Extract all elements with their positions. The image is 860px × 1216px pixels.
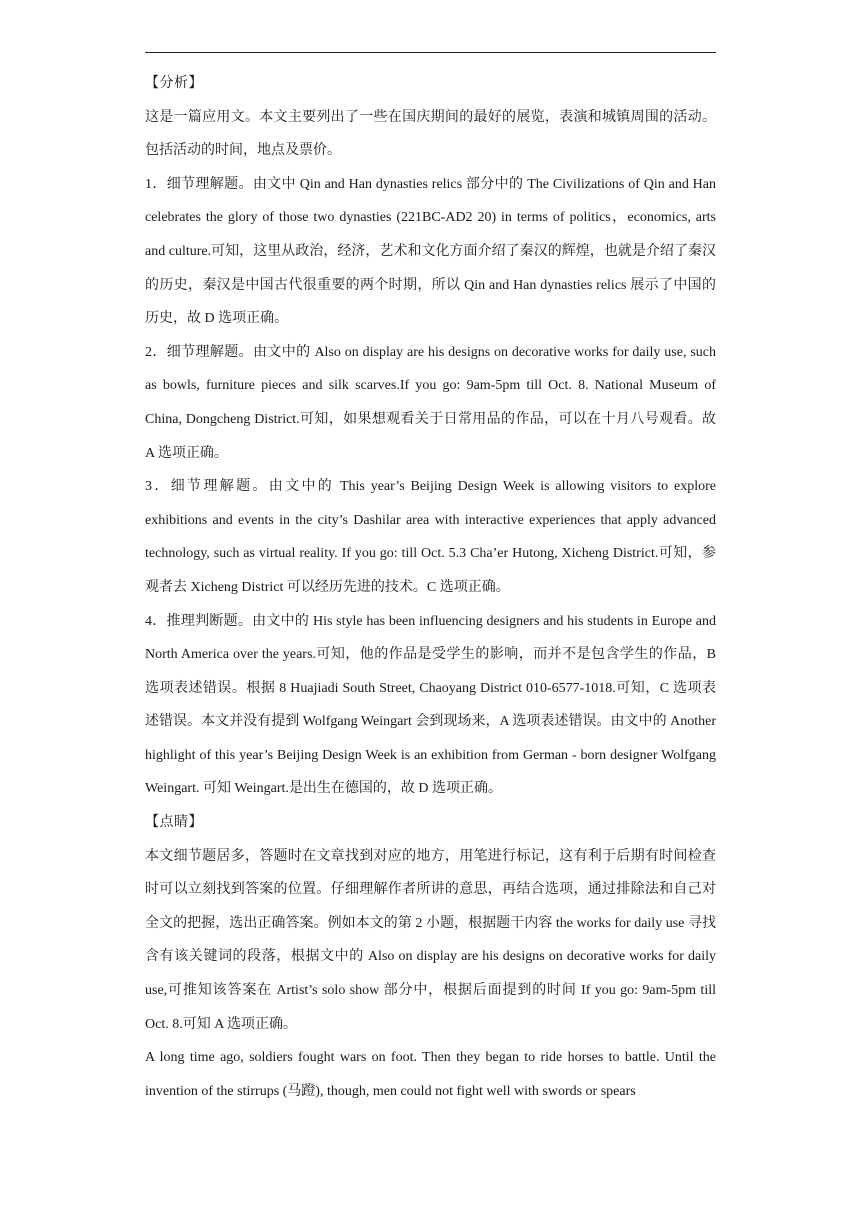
question-3-explanation: 3．细节理解题。由文中的 This year’s Beijing Design Week is allowing visitors to explore exhibitions and events in the city’s Dashilar area with interactive experiences that apply advanced technology, such as virtual reality. If you go: till Oct. 5.3 Cha’er Hutong, Xicheng District.可知，参观者去 Xicheng District 可以经历先进的技术。C 选项正确。	[145, 479, 716, 595]
comment-heading: 【点睛】	[145, 815, 203, 831]
question-1-explanation: 1．细节理解题。由文中 Qin and Han dynasties relics 部分中的 The Civilizations of Qin and Han celebrates the glory of those two dynasties (221BC-AD2 20) in terms of politics，economics, arts and culture.可知，这里从政治，经济，艺术和文化方面介绍了秦汉的辉煌，也就是介绍了秦汉的历史，秦汉是中国古代很重要的两个时期，所以 Qin and Han dynasties relics 展示了中国的历史，故 D 选项正确。	[145, 176, 716, 327]
header-rule	[145, 52, 716, 53]
next-passage-start: A long time ago, soldiers fought wars on foot. Then they began to ride horses to battle. Until the invention of the stirrups (马蹬), though, men could not fight well with swords or spears	[145, 1050, 716, 1099]
document-body	[145, 67, 716, 1108]
analysis-intro: 这是一篇应用文。本文主要列出了一些在国庆期间的最好的展览，表演和城镇周围的活动。包括活动的时间，地点及票价。	[145, 109, 716, 159]
comment-body: 本文细节题居多，答题时在文章找到对应的地方，用笔进行标记，这有利于后期有时间检查时可以立刻找到答案的位置。仔细理解作者所讲的意思，再结合选项，通过排除法和自己对全文的把握，选出正确答案。例如本文的第 2 小题，根据题干内容 the works for daily use 寻找含有该关键词的段落，根据文中的 Also on display are his designs on decorative works for daily use,可推知该答案在 Artist’s solo show 部分中，根据后面提到的时间 If you go: 9am-5pm till Oct. 8.可知 A 选项正确。	[145, 848, 716, 1032]
question-4-explanation: 4．推理判断题。由文中的 His style has been influencing designers and his students in Europe and North America over the years.可知，他的作品是受学生的影响，而并不是包含学生的作品，B 选项表述错误。根据 8 Huajiadi South Street, Chaoyang District 010-6577-1018.可知，C 选项表述错误。本文并没有提到 Wolfgang Weingart 会到现场来，A 选项表述错误。由文中的 Another highlight of this year’s Beijing Design Week is an exhibition from German - born designer Wolfgang Weingart. 可知 Weingart.是出生在德国的，故 D 选项正确。	[145, 613, 716, 797]
analysis-heading: 【分析】	[145, 76, 203, 91]
question-2-explanation: 2．细节理解题。由文中的 Also on display are his designs on decorative works for daily use, such as bowls, furniture pieces and silk scarves.If you go: 9am-5pm till Oct. 8. National Museum of China, Dongcheng District.可知，如果想观看关于日常用品的作品，可以在十月八号观看。故 A 选项正确。	[145, 344, 716, 461]
